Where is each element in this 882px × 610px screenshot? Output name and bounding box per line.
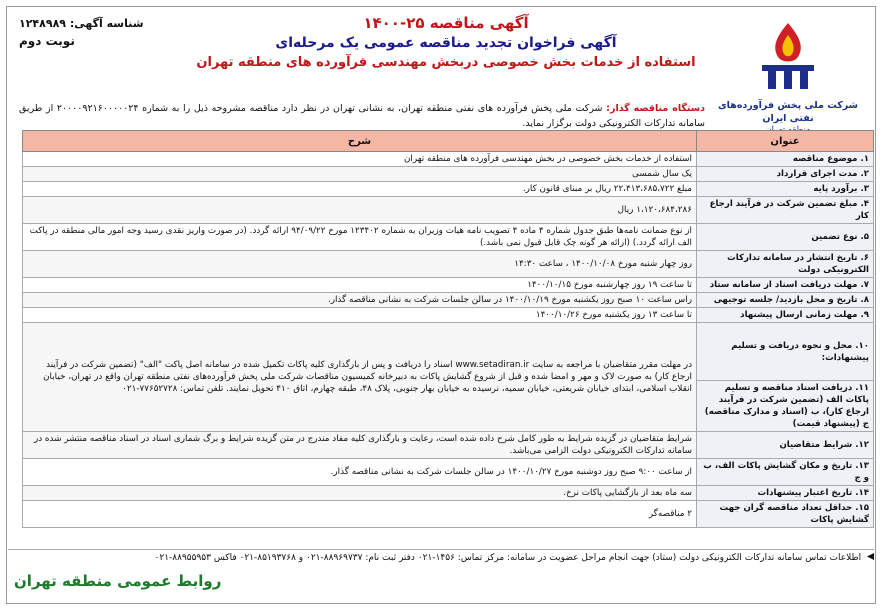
table-row <box>23 278 874 293</box>
notice-subtitle: آگهی فراخوان تجدید مناقصه عمومی یک مرحله‌ای <box>275 35 617 51</box>
signature: روابط عمومی منطقه تهران <box>14 572 222 590</box>
table-row <box>23 197 874 224</box>
row-desc: تا ساعت ۱۳ روز یکشنبه مورخ ۱۴۰۰/۱۰/۲۶ <box>23 308 697 323</box>
row-title: ۲. مدت اجرای قرارداد <box>697 167 874 182</box>
contact-text: اطلاعات تماس سامانه تدارکات الکترونیکی دولت (ستاد) جهت انجام مراحل عضویت در سامانه: مرکز تماس: ۱۴۵۶-۰۲۱ دفتر ثبت نام: ۸۸۹۶۹۷۳۷-۰۲۱ و ۸۵۱۹۳۷۶۸-۰۲۱ فاکس ۸۸۹۵۵۹۵۳-۰۲۱ <box>154 553 862 563</box>
nioc-logo-icon <box>746 17 830 95</box>
row-title: ۷. مهلت دریافت اسناد از سامانه ستاد <box>697 278 874 293</box>
row-title: ۵. نوع تضمین <box>697 224 874 251</box>
row-desc: ۱،۱۲۰،۶۸۴،۲۸۶ ریال <box>23 197 697 224</box>
row-desc: راس ساعت ۱۰ صبح روز یکشنبه مورخ ۱۴۰۰/۱۰/۱۹ در سالن جلسات شرکت به نشانی مناقصه گذار. <box>23 293 697 308</box>
row-desc: روز چهار شنبه مورخ ۱۴۰۰/۱۰/۰۸ ، ساعت ۱۴:۳۰ <box>23 251 697 278</box>
row-desc: شرایط متقاضیان در گزیده شرایط به طور کامل شرح داده شده است، رعایت و بارگذاری کلیه مفاد مندرج در متن گزیده شرایط و برگ شماری اسناد در اسناد مناقصه منتشر شده در سامانه تدارکات الکترونیکی دولت الزامی می‌باشد. <box>23 432 697 459</box>
row-desc: ۲ مناقصه‌گر <box>23 501 697 528</box>
row-title: ۱. موضوع مناقصه <box>697 152 874 167</box>
row-desc: از ساعت ۹:۰۰ صبح روز دوشنبه مورخ ۱۴۰۰/۱۰/۲۷ در سالن جلسات شرکت به نشانی مناقصه گذار. <box>23 459 697 486</box>
notice-subject: استفاده از خدمات بخش خصوصی دربخش مهندسی فرآورده های منطقه تهران <box>196 55 696 70</box>
row-desc: مبلغ ۲۲،۴۱۳،۶۸۵،۷۲۲ ریال بر مبنای قانون کار. <box>23 182 697 197</box>
row-title: ۱۴. تاریخ اعتبار پیشنهادات <box>697 486 874 501</box>
row-desc: یک سال شمسی <box>23 167 697 182</box>
row-title: ۱۱. دریافت اسناد مناقصه و تسلیم پاکات الف (تضمین شرکت در فرآیند ارجاع کار)، ب (اسناد و مدارک مناقصه) ج (پیشنهاد قیمت) <box>697 381 874 432</box>
row-title: ۱۳. تاریخ و مکان گشایش پاکات الف، ب و ج <box>697 459 874 486</box>
table-row <box>23 293 874 308</box>
row-desc: سه ماه بعد از بازگشایی پاکات نرخ. <box>23 486 697 501</box>
intro-text: شرکت ملی پخش فرآورده های نفتی منطقه تهران، به نشانی تهران در نظر دارد مناقصه مشروحه ذیل را به شماره ۲۰۰۰۰۹۲۱۶۰۰۰۰۰۲۴ از طریق سامانه تدارکات الکترونیکی دولت برگزار نماید. <box>19 103 705 129</box>
table-row <box>23 459 874 486</box>
table-row <box>23 224 874 251</box>
row-title: ۱۵. حداقل تعداد مناقصه گران جهت گشایش پاکات <box>697 501 874 528</box>
company-name: شرکت ملی پخش فرآورده‌های نفتی ایران <box>717 100 859 124</box>
notice-round: نوبت دوم <box>19 34 75 48</box>
table-row <box>23 323 874 381</box>
row-title: ۶. تاریخ انتشار در سامانه تدارکات الکترونیکی دولت <box>697 251 874 278</box>
tender-table <box>22 130 874 528</box>
notice-serial: شناسه آگهی: ۱۲۴۸۹۸۹ <box>19 17 144 30</box>
notice-title: آگهی مناقصه ۲۵-۱۴۰۰ <box>363 14 529 32</box>
row-title: ۹. مهلت زمانی ارسال پیشنهاد <box>697 308 874 323</box>
table-row <box>23 501 874 528</box>
table-row <box>23 251 874 278</box>
row-title: ۱۲. شرایط متقاضیان <box>697 432 874 459</box>
contact-info <box>8 549 874 564</box>
row-title: ۸. تاریخ و محل بازدید/ جلسه توجیهی <box>697 293 874 308</box>
row-title: ۳. برآورد پایه <box>697 182 874 197</box>
row-desc: استفاده از خدمات بخش خصوصی در بخش مهندسی فرآورده های منطقه تهران <box>23 152 697 167</box>
col-desc-header: شرح <box>23 131 697 152</box>
row-desc: تا ساعت ۱۹ روز چهارشنبه مورخ ۱۴۰۰/۱۰/۱۵ <box>23 278 697 293</box>
col-title-header: عنوان <box>697 131 874 152</box>
arrow-left-icon <box>867 553 874 560</box>
notice-meta <box>19 17 189 48</box>
row-desc: از نوع ضمانت نامه‌ها طبق جدول شماره ۴ ماده ۴ تصویب نامه هیات وزیران به شماره ۱۲۳۴۰۲ مورخ ۹۴/۰۹/۲۲ ارائه گردد. (در صورت واریز نقدی رسید وجه امور مالی منطقه در پاکت الف ارائه گردد.) (ارائه هر گونه چک قابل قبول نمی باشد.) <box>23 224 697 251</box>
row-title: ۱۰. محل و نحوه دریافت و تسلیم پیشنهادات: <box>697 323 874 381</box>
table-row <box>23 432 874 459</box>
intro-paragraph <box>19 101 705 131</box>
row-title: ۴. مبلغ تضمین شرکت در فرآیند ارجاع کار <box>697 197 874 224</box>
table-row <box>23 486 874 501</box>
row-desc: در مهلت مقرر متقاضیان با مراجعه به سایت www.setadiran.ir اسناد را دریافت و پس از بارگذاری کلیه پاکات تکمیل شده در سامانه اصل پاکت "الف" (تضمین شرکت در فرآیند ارجاع کار) به صورت لاک و مهر و امضا شده و قبل از شروع گشایش پاکات به دبیرخانه کمیسیون مناقصات شرکت ملی پخش فرآورده‌های نفتی منطقه تهران واقع در تهران، خیابان انقلاب اسلامی، ابتدای خیابان شریعتی، خیابان سمیه، نرسیده به خیابان بهار جنوبی، پلاک ۴۸، طبقه چهارم، اتاق ۴۱۰ تحویل نمایند. تلفن تماس: ۷۷۶۵۲۷۲۸-۰۲۱ <box>23 323 697 432</box>
table-row <box>23 308 874 323</box>
table-row <box>23 182 874 197</box>
table-row <box>23 167 874 182</box>
table-row <box>23 152 874 167</box>
company-block <box>713 17 863 135</box>
intro-label: دستگاه مناقصه گذار: <box>606 103 706 114</box>
title-block <box>187 13 705 73</box>
